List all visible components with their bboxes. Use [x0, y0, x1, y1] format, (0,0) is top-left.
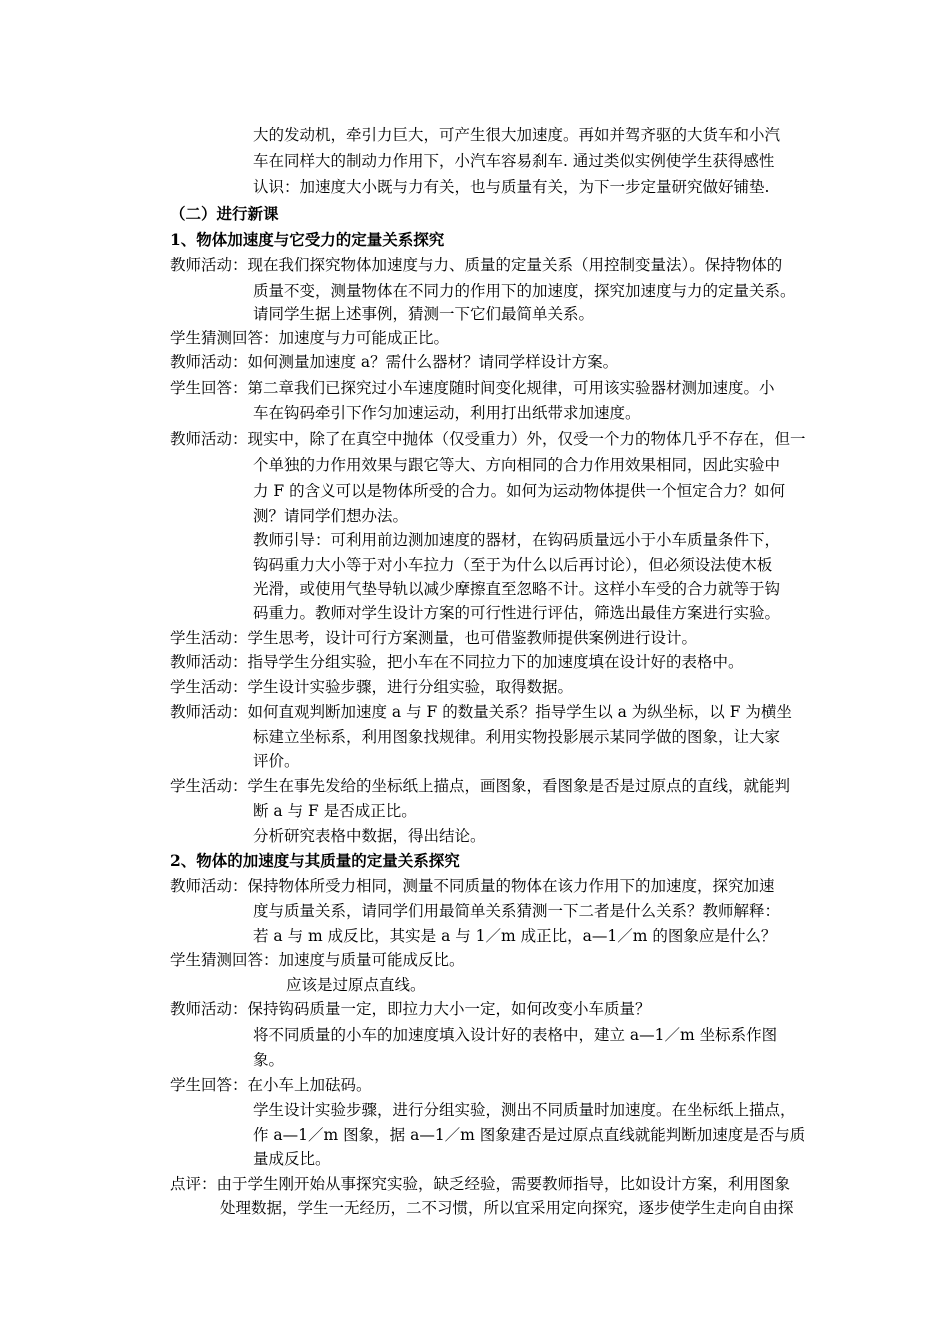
text-line: 评价。 — [253, 752, 300, 770]
text-line: 教师活动：如何直观判断加速度 a 与 F 的数量关系？指导学生以 a 为纵坐标，以 F 为横坐 — [170, 703, 792, 721]
text-line: 标建立坐标系，利用图象找规律。利用实物投影展示某同学做的图象，让大家 — [253, 728, 781, 746]
text-line: 教师活动：保持物体所受力相同，测量不同质量的物体在该力作用下的加速度，探究加速 — [170, 877, 775, 895]
text-line: 教师引导：可利用前边测加速度的器材，在钩码质量远小于小车质量条件下， — [253, 531, 781, 549]
text-line: 质量不变，测量物体在不同力的作用下的加速度，探究加速度与力的定量关系。 — [253, 282, 796, 300]
text-line: 学生回答：第二章我们已探究过小车速度随时间变化规律，可用该实验器材测加速度。小 — [170, 379, 775, 397]
text-line: 若 a 与 m 成反比，其实是 a 与 1／m 成正比，a—1／m 的图象应是什么？ — [253, 927, 777, 945]
text-line: 学生猜测回答：加速度与质量可能成反比。 — [170, 951, 465, 969]
text-line: 教师活动：如何测量加速度 a？需什么器材？请同学样设计方案。 — [170, 353, 619, 371]
text-line: 分析研究表格中数据，得出结论。 — [253, 827, 486, 845]
text-line: 车在钩码牵引下作匀加速运动，利用打出纸带求加速度。 — [253, 404, 641, 422]
text-line: 认识：加速度大小既与力有关，也与质量有关，为下一步定量研究做好铺垫. — [253, 178, 770, 196]
text-line: 教师活动：指导学生分组实验，把小车在不同拉力下的加速度填在设计好的表格中。 — [170, 653, 744, 671]
subsection-heading: 2、物体的加速度与其质量的定量关系探究 — [170, 851, 460, 870]
text-line: 教师活动：现在我们探究物体加速度与力、质量的定量关系（用控制变量法）。保持物体的 — [170, 256, 783, 274]
subsection-heading: 1、物体加速度与它受力的定量关系探究 — [170, 230, 445, 249]
text-line: 量成反比。 — [253, 1150, 331, 1168]
text-line: 教师活动：现实中，除了在真空中抛体（仅受重力）外，仅受一个力的物体几乎不存在，但一 — [170, 430, 806, 448]
commentary-line: 处理数据，学生一无经历，二不习惯，所以宜采用定向探究，逐步使学生走向自由探 — [220, 1199, 794, 1217]
text-line: 学生回答：在小车上加砝码。 — [170, 1076, 372, 1094]
text-line: 力 F 的含义可以是物体所受的合力。如何为运动物体提供一个恒定合力？如何 — [253, 482, 786, 500]
text-line: 作 a—1／m 图象，据 a—1／m 图象建否是过原点直线就能判断加速度是否与质 — [253, 1126, 806, 1144]
text-line: 将不同质量的小车的加速度填入设计好的表格中，建立 a—1／m 坐标系作图 — [253, 1026, 778, 1044]
section-heading: （二）进行新课 — [170, 204, 279, 223]
text-line: 码重力。教师对学生设计方案的可行性进行评估，筛选出最佳方案进行实验。 — [253, 604, 781, 622]
text-line: 学生活动：学生设计实验步骤，进行分组实验，取得数据。 — [170, 678, 574, 696]
text-line: 测？请同学们想办法。 — [253, 507, 409, 525]
text-line: 学生活动：学生思考，设计可行方案测量，也可借鉴教师提供案例进行设计。 — [170, 629, 698, 647]
text-line: 应该是过原点直线。 — [286, 976, 426, 994]
text-line: 钩码重力大小等于对小车拉力（至于为什么以后再讨论），但必须设法使木板 — [253, 556, 773, 574]
text-line: 请同学生据上述事例，猜测一下它们最简单关系。 — [253, 305, 595, 323]
text-line: 断 a 与 F 是否成正比。 — [253, 802, 417, 820]
text-line: 个单独的力作用效果与跟它等大、方向相同的合力作用效果相同，因此实验中 — [253, 456, 781, 474]
text-line: 大的发动机，牵引力巨大，可产生很大加速度。再如并驾齐驱的大货车和小汽 — [253, 126, 781, 144]
text-line: 学生猜测回答：加速度与力可能成正比。 — [170, 329, 450, 347]
text-line: 车在同样大的制动力作用下，小汽车容易刹车. 通过类似实例使学生获得感性 — [253, 152, 775, 170]
commentary-line: 点评：由于学生刚开始从事探究实验，缺乏经验，需要教师指导，比如设计方案，利用图象 — [170, 1175, 791, 1193]
text-line: 象。 — [253, 1051, 285, 1069]
text-line: 教师活动：保持钩码质量一定，即拉力大小一定，如何改变小车质量？ — [170, 1000, 651, 1018]
text-line: 学生活动：学生在事先发给的坐标纸上描点，画图象，看图象是否是过原点的直线，就能判 — [170, 777, 791, 795]
text-line: 学生设计实验步骤，进行分组实验，测出不同质量时加速度。在坐标纸上描点， — [253, 1101, 796, 1119]
text-line: 光滑，或使用气垫导轨以减少摩擦直至忽略不计。这样小车受的合力就等于钩 — [253, 580, 781, 598]
text-line: 度与质量关系，请同学们用最简单关系猜测一下二者是什么关系？教师解释： — [253, 902, 781, 920]
